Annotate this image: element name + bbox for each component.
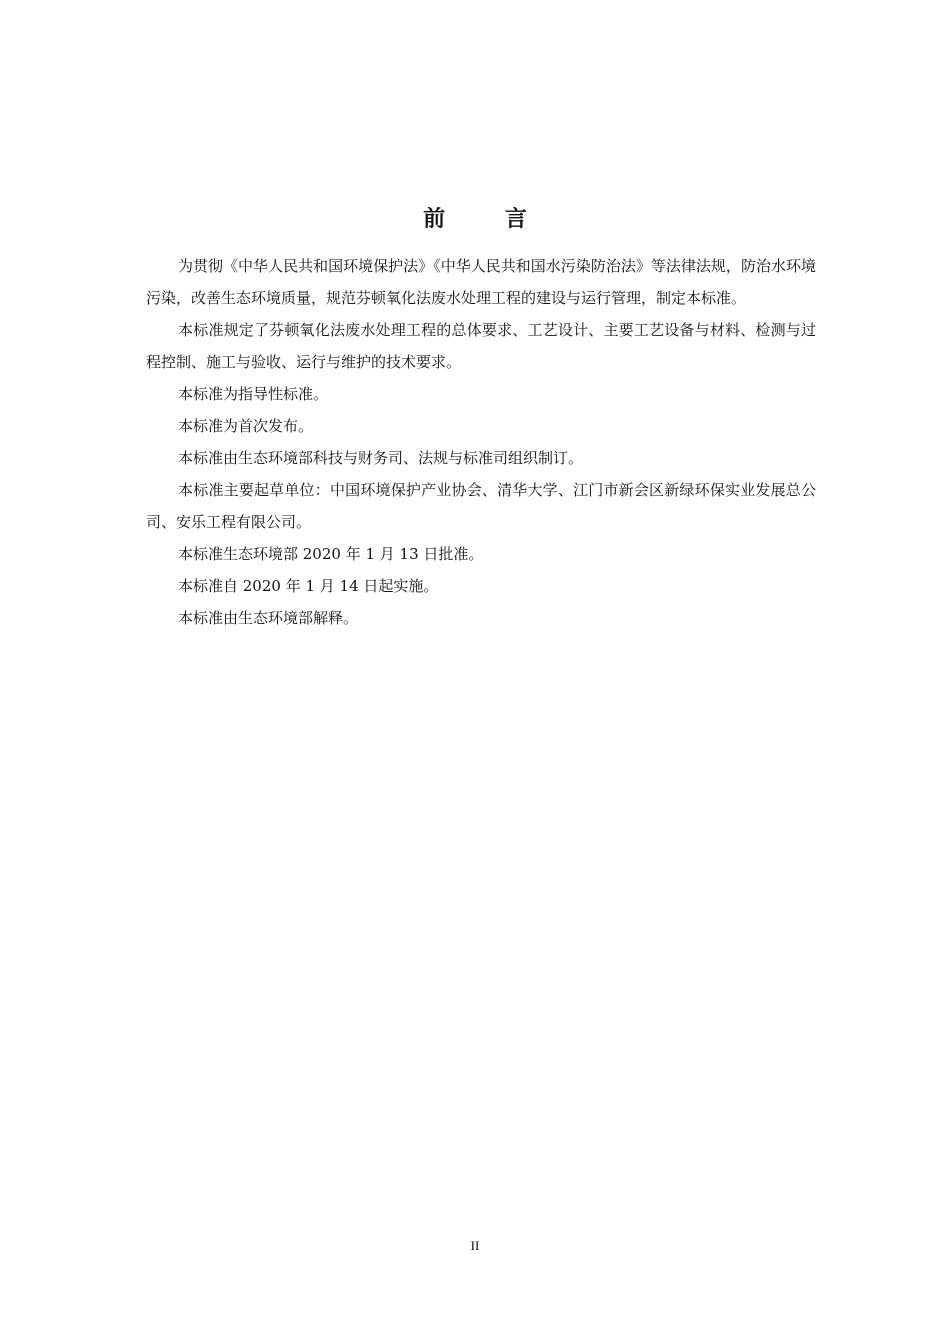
- paragraph-first-release: 本标准为首次发布。: [178, 417, 314, 435]
- paragraph-effective-date: 本标准自 2020 年 1 月 14 日起实施。: [178, 577, 439, 595]
- page-title: 前 言: [423, 207, 553, 232]
- page-number: II: [470, 1238, 480, 1253]
- paragraph-approval-date: 本标准生态环境部 2020 年 1 月 13 日批准。: [178, 545, 484, 563]
- paragraph-nature: 本标准为指导性标准。: [178, 385, 329, 403]
- paragraph-purpose: 为贯彻《中华人民共和国环境保护法》《中华人民共和国水污染防治法》等法律法规，防治水环境污染，改善生态环境质量，规范芬顿氧化法废水处理工程的建设与运行管理，制定本标准。: [146, 257, 816, 307]
- paragraph-organizer: 本标准由生态环境部科技与财务司、法规与标准司组织制订。: [178, 449, 584, 467]
- foreword-body: [146, 250, 816, 634]
- paragraph-interpretation: 本标准由生态环境部解释。: [178, 609, 359, 627]
- paragraph-scope: 本标准规定了芬顿氧化法废水处理工程的总体要求、工艺设计、主要工艺设备与材料、检测与过程控制、施工与验收、运行与维护的技术要求。: [146, 321, 816, 371]
- paragraph-drafting-units: 本标准主要起草单位：中国环境保护产业协会、清华大学、江门市新会区新绿环保实业发展总公司、安乐工程有限公司。: [146, 481, 816, 531]
